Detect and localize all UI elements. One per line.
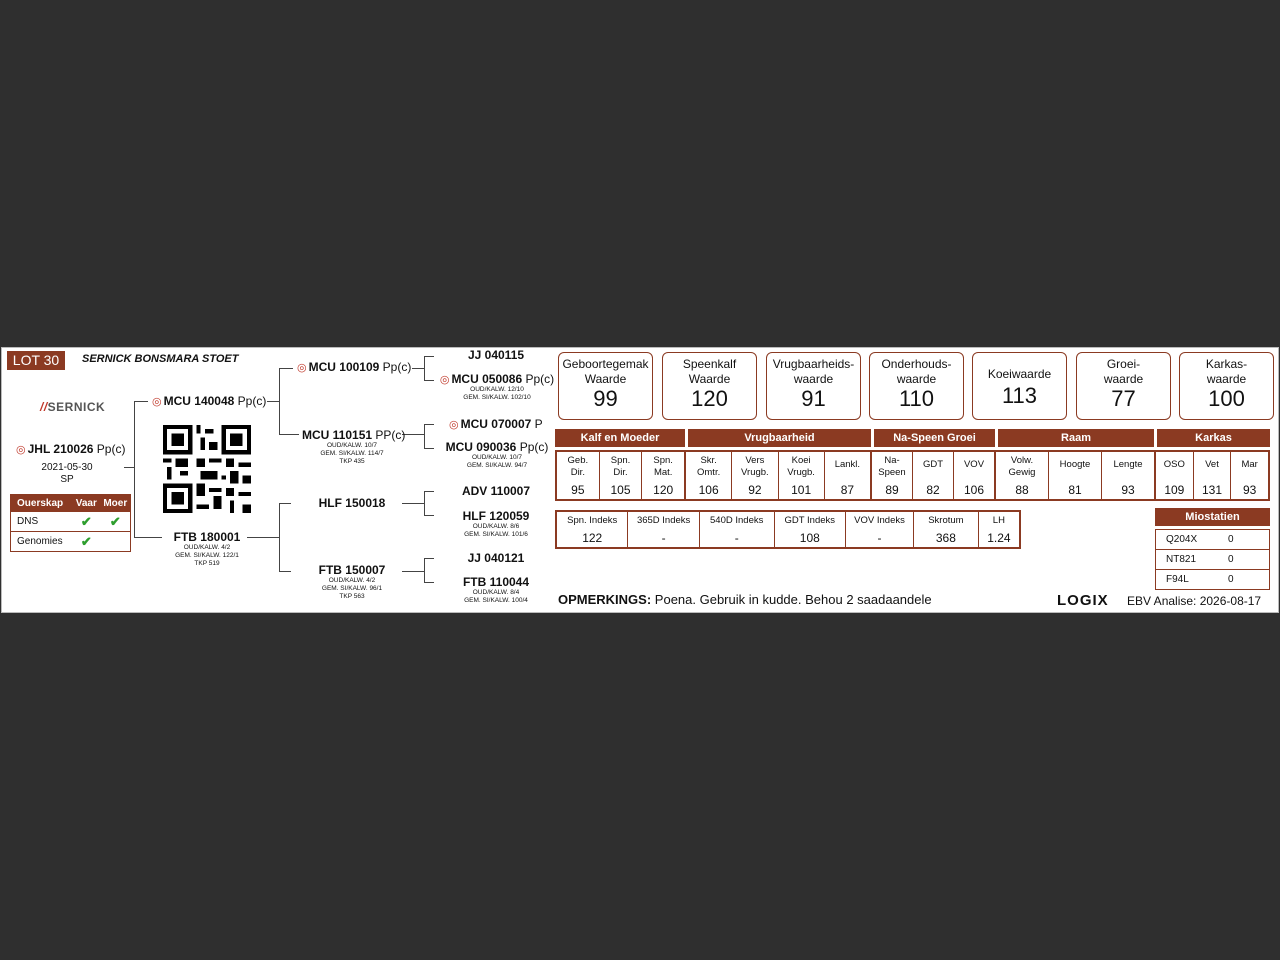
check-icon: ✔: [80, 513, 92, 529]
sd-sire: ◎ MCU 070007 P: [449, 417, 543, 431]
group-header: Na-Speen Groei: [874, 429, 995, 447]
value-box: Karkas- waarde 100: [1179, 352, 1274, 420]
group-header: Kalf en Moeder: [555, 429, 685, 447]
trait-table: Skr. Omtr. 106 Vers Vrugb. 92 Koei Vrugb. 101 Lankl. 87: [686, 450, 872, 501]
group-header: Vrugbaarheid: [688, 429, 871, 447]
marker-icon: ◎: [449, 419, 459, 431]
sd-dam: MCU 090036 Pp(c) OUD/KALW. 10/7 GEM. SI/KALW. 94/7: [445, 440, 549, 469]
marker-icon: ◎: [152, 396, 162, 408]
dam-sire: HLF 150018: [318, 496, 386, 510]
dam: FTB 180001 OUD/KALW. 4/2 GEM. SI/KALW. 122/1 TKP 519: [173, 530, 241, 567]
dd-dam: FTB 110044 OUD/KALW. 8/4 GEM. SI/KALW. 100/4: [462, 575, 530, 604]
trait-table: Na- Speen 89 GDT 82 VOV 106: [872, 450, 996, 501]
ss-dam: ◎ MCU 050086 Pp(c) OUD/KALW. 12/10 GEM. SI/KALW. 102/10: [439, 372, 555, 401]
trait-table: Volw. Gewig 88 Hoogte 81 Lengte 93: [996, 450, 1156, 501]
value-box: Groei- waarde 77: [1076, 352, 1171, 420]
value-box: Vrugbaarheids- waarde 91: [766, 352, 861, 420]
dd-sire: JJ 040121: [467, 551, 525, 565]
value-box: Speenkalf Waarde 120: [662, 352, 757, 420]
sire: ◎ MCU 140048 Pp(c): [152, 394, 267, 408]
dam-dam: FTB 150007 OUD/KALW. 4/2 GEM. SI/KALW. 96/1 TKP 563: [318, 563, 386, 600]
ebv-date: EBV Analise: 2026-08-17: [1127, 594, 1262, 608]
value-box: Geboortegemak Waarde 99: [558, 352, 653, 420]
trait-table: Geb. Dir. 95 Spn. Dir. 105 Spn. Mat. 120: [555, 450, 686, 501]
marker-icon: ◎: [16, 444, 26, 456]
lot-card: [1, 347, 1279, 613]
ss-sire: JJ 040115: [467, 348, 525, 362]
birth-date: 2021-05-30: [41, 462, 93, 473]
remarks: OPMERKINGS: Poena. Gebruik in kudde. Behou 2 saadaandele: [558, 592, 932, 607]
value-box: Onderhouds- waarde 110: [869, 352, 964, 420]
marker-icon: ◎: [439, 374, 450, 386]
sire-dam: MCU 110151 PP(c) OUD/KALW. 10/7 GEM. SI/KALW. 114/7 TKP 435: [302, 428, 406, 465]
check-icon: ✔: [109, 513, 121, 529]
trait-table: OSO 109 Vet 131 Mar 93: [1156, 450, 1270, 501]
ds-dam: HLF 120059 OUD/KALW. 8/6 GEM. SI/KALW. 101/6: [462, 509, 530, 538]
parentage-row: DNS ✔ ✔: [11, 511, 130, 531]
sire-sire: ◎ MCU 100109 Pp(c): [297, 360, 412, 374]
check-icon: ✔: [80, 533, 92, 549]
qr-code-icon: [163, 425, 251, 513]
stud-name: SERNICK BONSMARA STOET: [82, 353, 239, 365]
group-header: Karkas: [1157, 429, 1270, 447]
group-header: Raam: [998, 429, 1154, 447]
parentage-row: Genomies ✔: [11, 531, 130, 551]
lot-label: LOT 30: [7, 351, 65, 370]
ds-sire: ADV 110007: [461, 484, 531, 498]
miostatien-table: Miostatien Q204X 0 NT821 0 F94L 0: [1155, 508, 1270, 590]
index-table: Spn. Indeks 122 365D Indeks - 540D Indeks - GDT Indeks 108 VOV Indeks - Skrotum 368 LH 1.24: [555, 510, 1021, 549]
marker-icon: ◎: [297, 362, 307, 374]
value-box: Koeiwaarde 113: [972, 352, 1067, 420]
animal-id: ◎ JHL 210026 Pp(c): [16, 442, 126, 456]
animal-code: SP: [60, 474, 74, 485]
sernick-logo: //SERNICK: [40, 400, 106, 414]
parentage-table: Ouerskap Vaar Moer DNS ✔ ✔ Genomies ✔: [10, 494, 131, 552]
logix-logo: LOGIX: [1057, 592, 1109, 609]
